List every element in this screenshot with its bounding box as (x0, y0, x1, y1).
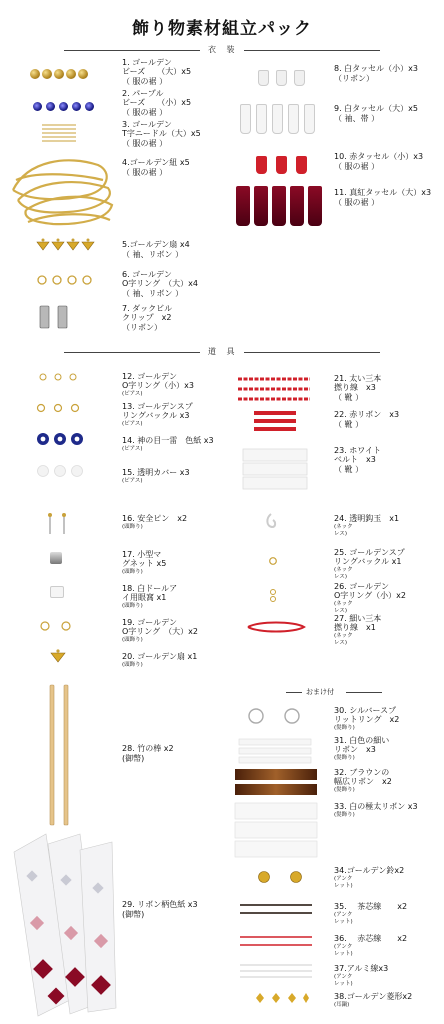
item-32 (334, 768, 442, 794)
eye-stickers-image (36, 432, 84, 446)
item-31 (334, 736, 442, 762)
item-33-note: (髪飾り) (334, 812, 355, 818)
item-11-note: （ 服の裾 ） (334, 198, 380, 207)
item-14-name: 14. 神の目一雷 色紙 x3 (122, 436, 214, 445)
item-16-note: (頭飾り) (122, 524, 143, 530)
item-2 (122, 89, 234, 117)
item-18-name: 18. 白ドールア イ用眼窩 x1 (122, 584, 178, 602)
item-22-note: （ 靴 ） (334, 420, 364, 429)
item-38-note: (耳鍋) (334, 1002, 350, 1008)
item-15-note: (ピアス) (122, 478, 143, 484)
item-33 (334, 802, 442, 819)
item-36-name: 36. 赤芯線 x2 (334, 934, 408, 943)
item-25-note: (ネック レス) (334, 567, 353, 580)
item-34 (334, 866, 442, 889)
golden-beads-image (30, 64, 90, 83)
spring-buckles-image (36, 402, 84, 414)
item-2-note: （ 服の裾 ） (122, 108, 168, 117)
item-3-note: （ 服の裾 ） (122, 139, 168, 148)
item-6-note: （ 袖、リボン ） (122, 289, 184, 298)
item-34-name: 34.ゴールデン鈴x2 (334, 866, 405, 875)
item-12 (122, 372, 234, 398)
item-18-note: (頭飾り) (122, 603, 143, 609)
brown-core-wire-image (238, 902, 314, 916)
item-23-name: 23. ホワイト ベルト x3 (334, 446, 382, 464)
item-19-note: (頭飾り) (122, 637, 143, 643)
item-22 (334, 410, 442, 429)
item-28-note: (御幣) (122, 754, 145, 763)
item-3-name: 3. ゴールデン T字ニードル（大）x5 (122, 120, 201, 138)
item-8-name: 8. 白タッセル（小）x3 (334, 64, 418, 73)
item-4-name: 4.ゴールデン紐 x5 (122, 158, 190, 167)
item-13-note: (ピアス) (122, 421, 143, 427)
safety-pins-image (44, 512, 72, 536)
item-14-note: (ピアス) (122, 446, 143, 452)
item-12-name: 12. ゴールデン O字リング（小）x3 (122, 372, 194, 390)
item-16 (122, 514, 234, 531)
item-24 (334, 514, 442, 537)
item-38 (334, 992, 442, 1009)
item-13 (122, 402, 234, 428)
golden-o-rings-small-image (38, 372, 82, 382)
item-36 (334, 934, 442, 957)
item-5-name: 5.ゴールデン扇 x4 (122, 240, 190, 249)
item-25 (334, 548, 442, 580)
item-23-note: （ 靴 ） (334, 465, 364, 474)
item-27 (334, 614, 442, 646)
item-37-note: (アンク レット) (334, 974, 353, 987)
thin-twisted-cord-image (246, 620, 306, 634)
doll-eye-socket-image (50, 586, 64, 598)
item-4 (122, 158, 234, 177)
item-22-name: 22. 赤リボン x3 (334, 410, 400, 419)
extra-thick-white-ribbons-image (234, 802, 318, 858)
item-20-name: 20. ゴールデン扇 x1 (122, 652, 198, 661)
white-belts-image (242, 448, 308, 490)
item-5-note: （ 袖、リボン ） (122, 250, 184, 259)
page-title: 飾り物素材組立パック (132, 19, 312, 39)
item-31-name: 31. 白色の細い リボン x3 (334, 736, 390, 754)
thin-white-ribbons-image (238, 738, 312, 764)
item-36-note: (アンク レット) (334, 944, 353, 957)
item-11 (334, 188, 442, 207)
section-bonus (286, 686, 382, 698)
item-30-name: 30. シルバースプ リットリング x2 (334, 706, 400, 724)
spring-buckle-single-image (268, 556, 278, 566)
item-14 (122, 436, 234, 453)
item-6-name: 6. ゴールデン O字リング （大）x4 (122, 270, 198, 288)
item-24-name: 24. 透明鈎玉 x1 (334, 514, 400, 523)
item-9-name: 9. 白タッセル（大）x5 (334, 104, 418, 113)
section-tools (64, 346, 380, 358)
item-3 (122, 120, 234, 148)
item-34-note: (アンク レット) (334, 876, 353, 889)
magnets-image (50, 552, 62, 564)
ribbon-pattern-paper-image (10, 832, 120, 1018)
white-tassels-large-image (240, 98, 320, 136)
item-26-name: 26. ゴールデン O字リング（小）x2 (334, 582, 406, 600)
item-35 (334, 902, 442, 925)
brown-wide-ribbons-image (234, 768, 318, 796)
item-25-name: 25. ゴールデンスプ リングバックル x1 (334, 548, 405, 566)
item-16-name: 16. 安全ピン x2 (122, 514, 188, 523)
duckbill-clips-image (38, 304, 74, 330)
red-ribbons-image (254, 410, 296, 432)
item-1-note: （ 服の裾 ） (122, 77, 168, 86)
golden-o-rings-image (36, 274, 96, 286)
item-8 (334, 64, 442, 83)
silver-split-rings-image (246, 706, 306, 726)
purple-beads-image (33, 96, 98, 115)
item-21 (334, 374, 442, 402)
item-27-name: 27. 細い三本 撚り線 x1 (334, 614, 382, 632)
item-7-name: 7. ダックビル クリップ x2 (122, 304, 173, 322)
item-28-name: 28. 竹の棒 x2 (122, 744, 174, 753)
item-24-note: (ネック レス) (334, 524, 353, 537)
item-4-note: （ 服の裾 ） (122, 168, 168, 177)
clear-hook-image (264, 512, 278, 530)
item-35-note: (アンク レット) (334, 912, 353, 925)
item-10-name: 10. 赤タッセル（小）x3 (334, 152, 424, 161)
item-37-name: 37.アルミ線x3 (334, 964, 389, 973)
item-20-note: (頭飾り) (122, 662, 143, 668)
item-17-note: (頭飾り) (122, 569, 143, 575)
item-10 (334, 152, 442, 171)
item-21-note: （ 靴 ） (334, 393, 364, 402)
item-9-note: （ 袖、帯 ） (334, 114, 380, 123)
golden-o-rings-large-image (38, 620, 76, 632)
item-9 (334, 104, 442, 123)
item-8-note: （リボン） (334, 74, 374, 83)
item-19-name: 19. ゴールデン O字リング （大）x2 (122, 618, 198, 636)
section-costume (64, 44, 380, 56)
item-35-name: 35. 茶芯線 x2 (334, 902, 408, 911)
item-15-name: 15. 透明カバー x3 (122, 468, 190, 477)
item-6 (122, 270, 234, 298)
item-21-name: 21. 太い三本 撚り線 x3 (334, 374, 382, 392)
clear-covers-image (36, 464, 84, 478)
item-1-name: 1. ゴールデン ビーズ （大）x5 (122, 58, 192, 76)
bamboo-sticks-image (46, 684, 74, 826)
item-12-note: (ピアス) (122, 391, 143, 397)
section-tools-label: 道 具 (208, 347, 239, 356)
item-28 (122, 744, 234, 763)
item-27-note: (ネック レス) (334, 633, 353, 646)
item-33-name: 33. 白の極太リボン x3 (334, 802, 418, 811)
item-5 (122, 240, 234, 259)
red-core-wire-image (238, 934, 314, 948)
section-bonus-label: おまけ付 (306, 688, 334, 696)
item-23 (334, 446, 442, 474)
crimson-tassels-large-image (236, 182, 326, 228)
item-20 (122, 652, 234, 669)
thick-twisted-cords-image (236, 374, 312, 406)
item-18 (122, 584, 234, 610)
item-29-note: (御幣) (122, 910, 145, 919)
white-tassels-small-image (258, 64, 314, 88)
item-32-name: 32. ブラウンの 幅広リボン x2 (334, 768, 392, 786)
item-32-note: (髪飾り) (334, 787, 355, 793)
item-17-name: 17. 小型マ グネット x5 (122, 550, 167, 568)
golden-cords-image (8, 150, 118, 232)
item-2-name: 2. パープル ビーズ （小）x5 (122, 89, 192, 107)
item-26 (334, 582, 442, 614)
golden-fan-single-image (50, 648, 66, 664)
item-29 (122, 900, 234, 919)
golden-diamonds-image (254, 992, 310, 1004)
item-10-note: （ 服の裾 ） (334, 162, 380, 171)
item-30-note: (髪飾り) (334, 725, 355, 731)
item-26-note: (ネック レス) (334, 601, 353, 614)
golden-bells-image (256, 870, 306, 884)
golden-o-rings-small-pair-image (268, 588, 278, 604)
section-costume-label: 衣 装 (208, 45, 239, 54)
item-11-name: 11. 真紅タッセル（大）x3 (334, 188, 432, 197)
item-38-name: 38.ゴールデン菱形x2 (334, 992, 413, 1001)
item-1 (122, 58, 234, 86)
item-13-name: 13. ゴールデンスプ リングバックル x3 (122, 402, 193, 420)
golden-fans-image (36, 238, 96, 252)
item-29-name: 29. リボン柄色紙 x3 (122, 900, 198, 909)
item-15 (122, 468, 234, 485)
item-17 (122, 550, 234, 576)
item-30 (334, 706, 442, 732)
t-needles-image (42, 122, 78, 144)
item-7-note: （リボン） (122, 323, 162, 332)
item-19 (122, 618, 234, 644)
item-37 (334, 964, 442, 987)
item-7 (122, 304, 234, 332)
red-tassels-small-image (256, 150, 316, 174)
aluminum-wire-image (238, 962, 314, 980)
item-31-note: (髪飾り) (334, 755, 355, 761)
